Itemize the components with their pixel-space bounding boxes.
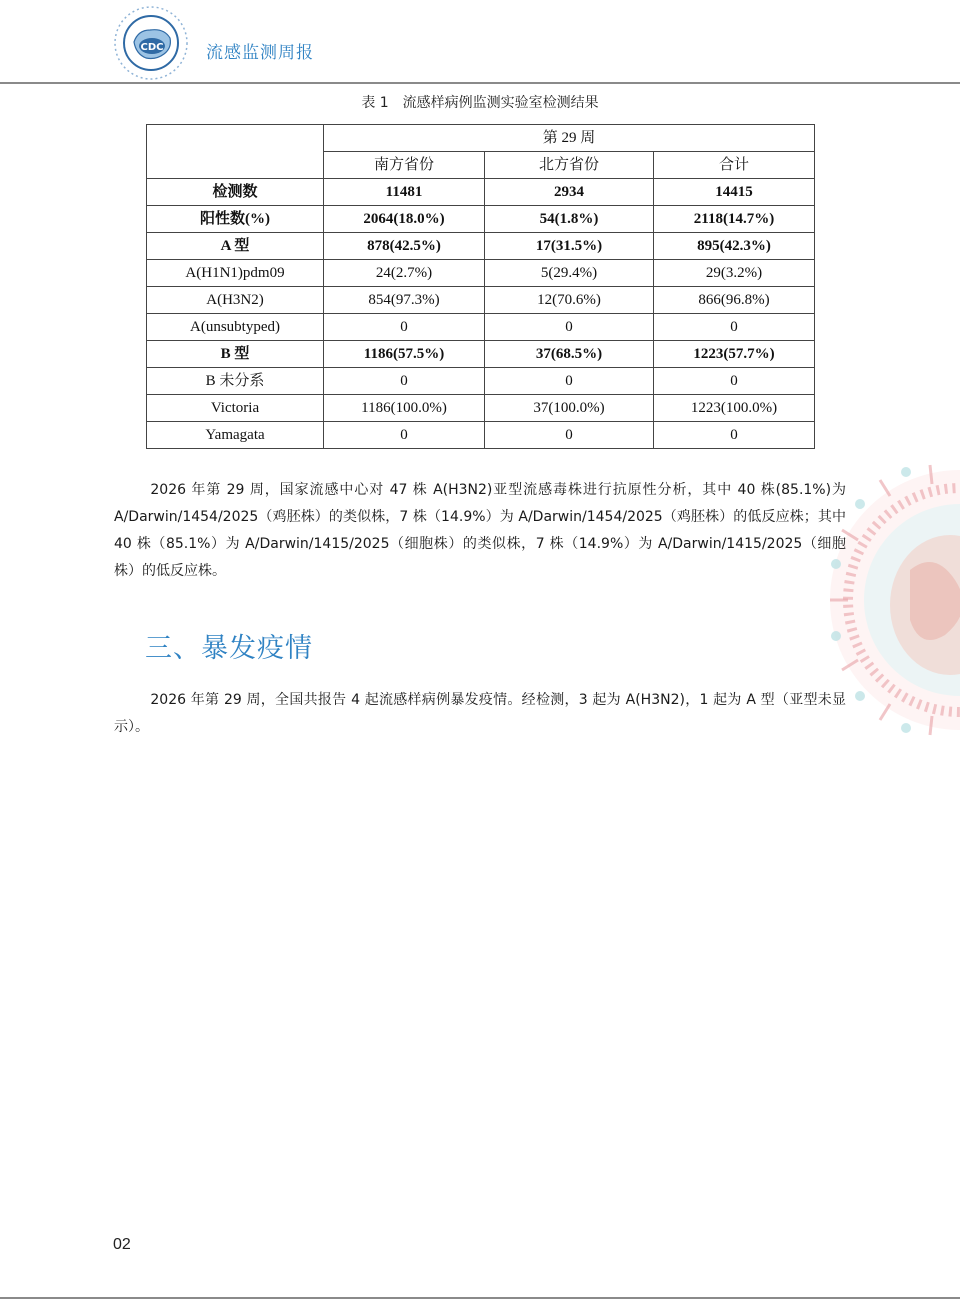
table-cell: 17(31.5%) [485,233,654,260]
table-cell: 895(42.3%) [654,233,815,260]
table-cell: 1186(100.0%) [324,395,485,422]
table-row [147,206,815,233]
table-cell: 878(42.5%) [324,233,485,260]
table-cell: 54(1.8%) [485,206,654,233]
row-label: A 型 [147,233,324,260]
footer-divider [0,1297,960,1299]
week-header: 第 29 周 [324,125,815,152]
row-label: B 型 [147,341,324,368]
header-divider [0,82,960,84]
table-row [147,395,815,422]
table-cell: 37(100.0%) [485,395,654,422]
row-label: 检测数 [147,179,324,206]
section-heading: 三、暴发疫情 [145,633,313,664]
row-label: A(unsubtyped) [147,314,324,341]
table-cell: 24(2.7%) [324,260,485,287]
row-label: Yamagata [147,422,324,449]
table-row [147,179,815,206]
table-cell: 2934 [485,179,654,206]
table-cell: 866(96.8%) [654,287,815,314]
cdc-logo [112,4,190,82]
table-row [147,233,815,260]
outbreak-paragraph-text: 2026 年第 29 周，全国共报告 4 起流感样病例暴发疫情。经检测，3 起为 A(H3N2)，1 起为 A 型（亚型未显示）。 [114,692,846,735]
report-title: 流感监测周报 [206,43,314,63]
table-row [147,314,815,341]
row-label: B 未分系 [147,368,324,395]
table-cell: 29(3.2%) [654,260,815,287]
table-cell: 2118(14.7%) [654,206,815,233]
table-cell: 11481 [324,179,485,206]
table-cell: 14415 [654,179,815,206]
table-cell: 1186(57.5%) [324,341,485,368]
lab-results-table [146,124,815,449]
antigenic-paragraph [114,477,846,585]
row-label: A(H3N2) [147,287,324,314]
svg-text:CDC: CDC [140,42,164,53]
column-header-south: 南方省份 [324,152,485,179]
row-label: 阳性数(%) [147,206,324,233]
table-caption: 表 1 流感样病例监测实验室检测结果 [361,95,599,111]
table-row [147,422,815,449]
table-cell: 0 [485,422,654,449]
table-cell: 0 [324,368,485,395]
table-cell: 854(97.3%) [324,287,485,314]
table-cell: 0 [485,368,654,395]
table-row [147,341,815,368]
outbreak-paragraph [114,687,846,741]
row-label: A(H1N1)pdm09 [147,260,324,287]
table-row [147,260,815,287]
table-row [147,368,815,395]
table-cell: 0 [324,422,485,449]
column-header-total: 合计 [654,152,815,179]
corner-cell [147,125,324,179]
antigenic-paragraph-text: 2026 年第 29 周，国家流感中心对 47 株 A(H3N2)亚型流感毒株进行抗原性分析，其中 40 株(85.1%)为 A/Darwin/1454/2025（鸡胚株）的类似株，7 株（14.9%）为 A/Darwin/1454/2025（鸡胚株）的低反应株；其中 40 株（85.1%）为 A/Darwin/1415/2025（细胞株）的类似株，7 株（14.9%）为 A/Darwin/1415/2025（细胞株）的低反应株。 [114,482,846,579]
table-cell: 0 [654,368,815,395]
table-cell: 0 [324,314,485,341]
table-header-row [147,125,815,152]
table-cell: 1223(100.0%) [654,395,815,422]
table-cell: 2064(18.0%) [324,206,485,233]
table-cell: 0 [654,314,815,341]
table-row [147,287,815,314]
table-cell: 0 [654,422,815,449]
column-header-north: 北方省份 [485,152,654,179]
table-cell: 5(29.4%) [485,260,654,287]
table-cell: 37(68.5%) [485,341,654,368]
table-cell: 1223(57.7%) [654,341,815,368]
page-header [0,0,960,84]
table-cell: 12(70.6%) [485,287,654,314]
row-label: Victoria [147,395,324,422]
page-number: 02 [113,1236,131,1253]
table-cell: 0 [485,314,654,341]
